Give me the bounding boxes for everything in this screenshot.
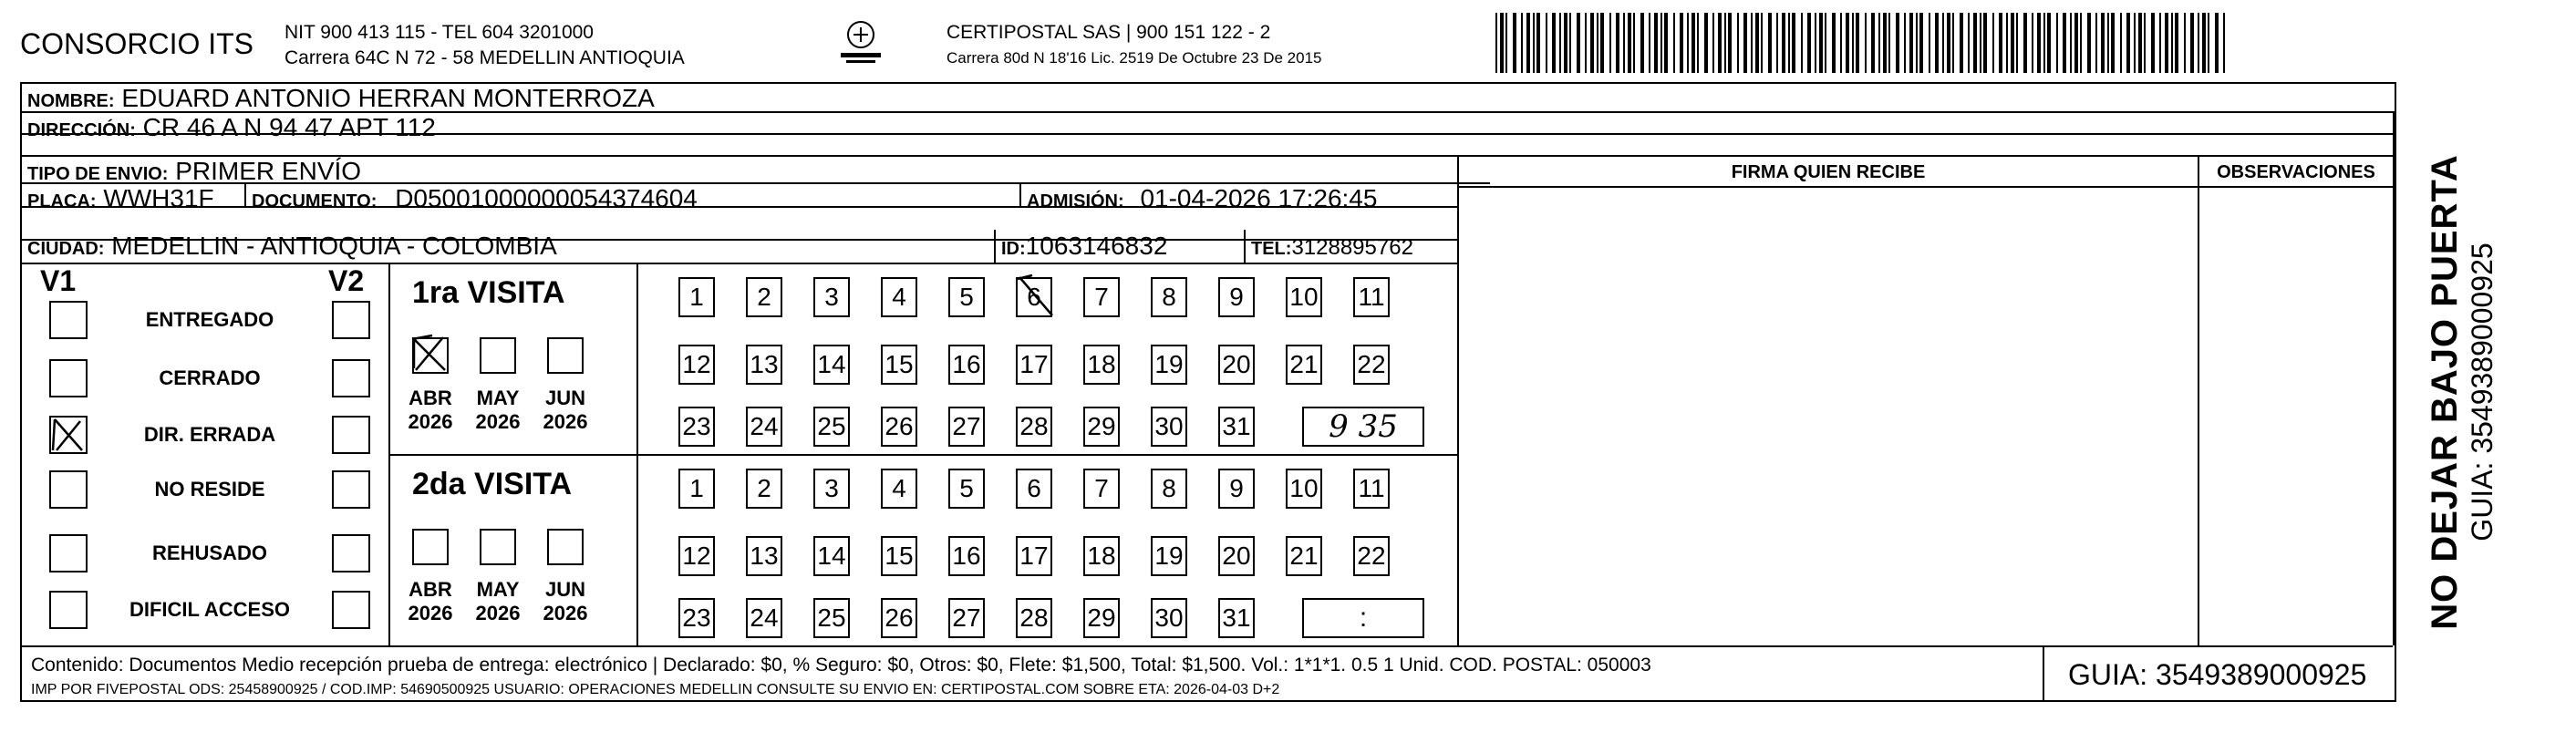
side-notice — [2425, 154, 2499, 630]
observations-header: OBSERVACIONES — [2217, 162, 2375, 182]
day-box-19[interactable]: 19 — [1151, 536, 1187, 576]
divider — [994, 230, 996, 263]
month-year: 2026 — [408, 602, 453, 624]
day-box-10[interactable]: 10 — [1286, 277, 1322, 317]
v2-checkbox-rehusado[interactable] — [332, 534, 370, 572]
contents-line: Contenido: Documentos Medio recepción prueba de entrega: electrónico | Declarado: $0, % Seguro: $0, Otros: $0, Flete: $1,500, Total: $1,500. Vol.: 1*1*1. 0.5 1 Unid. COD. POSTAL: 050003 — [31, 655, 1651, 676]
status-label-cerrado: CERRADO — [159, 366, 261, 389]
signature-area[interactable] — [1461, 188, 2196, 644]
v1-checkbox-dificil-acceso[interactable] — [49, 591, 88, 629]
field-value: MEDELLIN - ANTIOQUIA - COLOMBIA — [111, 232, 557, 260]
day-box-28[interactable]: 28 — [1016, 598, 1052, 638]
day-box-6[interactable]: 6 — [1016, 277, 1052, 317]
day-box-31[interactable]: 31 — [1218, 598, 1255, 638]
month-label — [469, 578, 527, 625]
day-box-1[interactable]: 1 — [678, 277, 715, 317]
day-box-30[interactable]: 30 — [1151, 598, 1187, 638]
divider — [636, 263, 638, 645]
status-label-entregado: ENTREGADO — [145, 308, 274, 331]
day-box-16[interactable]: 16 — [948, 345, 985, 385]
day-box-11[interactable]: 11 — [1353, 469, 1390, 509]
day-box-14[interactable]: 14 — [813, 536, 850, 576]
do-not-leave-notice: NO DEJAR BAJO PUERTA — [2425, 154, 2465, 630]
field-label: TEL: — [1251, 239, 1292, 259]
day-box-23[interactable]: 23 — [678, 407, 715, 447]
document-number — [252, 184, 698, 216]
status-label-dificil-acceso: DIFICIL ACCESO — [129, 598, 290, 621]
day-box-31[interactable]: 31 — [1218, 407, 1255, 447]
day-box-12[interactable]: 12 — [678, 536, 715, 576]
day-box-6[interactable]: 6 — [1016, 469, 1052, 509]
divider — [2198, 155, 2199, 645]
status-label-dir-errada: DIR. ERRADA — [143, 423, 276, 446]
day-box-8[interactable]: 8 — [1151, 469, 1187, 509]
v1-checkbox-entregado[interactable] — [49, 301, 88, 339]
field-value: 1063146832 — [1025, 232, 1168, 260]
day-box-26[interactable]: 26 — [881, 407, 917, 447]
month-label — [469, 387, 527, 434]
day-box-20[interactable]: 20 — [1218, 345, 1255, 385]
day-box-13[interactable]: 13 — [746, 345, 782, 385]
day-box-9[interactable]: 9 — [1218, 277, 1255, 317]
day-box-4[interactable]: 4 — [881, 277, 917, 317]
field-label: NOMBRE: — [27, 91, 115, 111]
month-year: 2026 — [408, 410, 453, 433]
field-label: TIPO DE ENVIO: — [27, 164, 169, 184]
carrier-info — [947, 20, 1322, 71]
plate — [27, 184, 214, 216]
field-label: PLACA: — [27, 191, 97, 211]
day-box-3[interactable]: 3 — [813, 277, 850, 317]
day-box-24[interactable]: 24 — [746, 598, 782, 638]
month-name: MAY — [476, 578, 520, 601]
day-box-29[interactable]: 29 — [1083, 407, 1120, 447]
field-value: D05001000000054374604 — [395, 184, 698, 212]
month-year: 2026 — [543, 602, 588, 624]
day-box-14[interactable]: 14 — [813, 345, 850, 385]
company-name: CONSORCIO ITS — [20, 27, 254, 60]
day-box-1[interactable]: 1 — [678, 469, 715, 509]
day-box-4[interactable]: 4 — [881, 469, 917, 509]
day-box-24[interactable]: 24 — [746, 407, 782, 447]
day-box-20[interactable]: 20 — [1218, 536, 1255, 576]
field-value: EDUARD ANTONIO HERRAN MONTERROZA — [121, 84, 655, 112]
field-label: DOCUMENTO: — [252, 191, 378, 211]
day-box-11[interactable]: 11 — [1353, 277, 1390, 317]
day-box-15[interactable]: 15 — [881, 345, 917, 385]
v1-checkbox-dir-errada[interactable] — [49, 416, 88, 454]
visit-title: 2da VISITA — [412, 467, 573, 501]
divider — [22, 645, 2393, 647]
status-label-no-reside: NO RESIDE — [154, 478, 265, 500]
visit-time-field[interactable]: : — [1302, 598, 1424, 638]
month-checkbox-jun[interactable] — [547, 337, 584, 374]
day-box-5[interactable]: 5 — [948, 277, 985, 317]
day-box-2[interactable]: 2 — [746, 277, 782, 317]
month-name: JUN — [544, 578, 585, 601]
day-box-17[interactable]: 17 — [1016, 536, 1052, 576]
city — [27, 232, 557, 263]
v2-checkbox-no-reside[interactable] — [332, 470, 370, 509]
month-name: JUN — [544, 387, 585, 409]
carrier-line: CERTIPOSTAL SAS | 900 151 122 - 2 — [947, 22, 1271, 43]
month-year: 2026 — [475, 602, 521, 624]
month-label — [401, 387, 460, 434]
status-label-rehusado: REHUSADO — [152, 542, 267, 564]
guide-number: GUIA: 3549389000925 — [2068, 658, 2367, 691]
day-box-7[interactable]: 7 — [1083, 469, 1120, 509]
month-checkbox-jun[interactable] — [547, 529, 584, 565]
visit-time-field[interactable]: 9 35 — [1302, 407, 1424, 447]
field-value: WWH31F — [103, 184, 214, 212]
day-box-27[interactable]: 27 — [948, 598, 985, 638]
carrier-address: Carrera 80d N 18'16 Lic. 2519 De Octubre 23 De 2015 — [947, 49, 1322, 67]
day-box-25[interactable]: 25 — [813, 598, 850, 638]
day-box-3[interactable]: 3 — [813, 469, 850, 509]
day-box-28[interactable]: 28 — [1016, 407, 1052, 447]
admission-date — [1027, 184, 1377, 216]
month-year: 2026 — [543, 410, 588, 433]
v2-checkbox-dir-errada[interactable] — [332, 416, 370, 454]
v2-checkbox-entregado[interactable] — [332, 301, 370, 339]
divider — [22, 155, 2393, 157]
observations-area[interactable] — [2201, 188, 2391, 644]
field-value: PRIMER ENVÍO — [175, 157, 362, 185]
day-box-29[interactable]: 29 — [1083, 598, 1120, 638]
print-info-line: IMP POR FIVEPOSTAL ODS: 25458900925 / COD.IMP: 54690500925 USUARIO: OPERACIONES MEDELLIN CONSULTE SU ENVIO EN: CERTIPOSTAL.COM SOBRE ETA: 2026-04-03 D+2 — [31, 682, 1280, 697]
recipient-phone — [1251, 233, 1413, 263]
day-box-26[interactable]: 26 — [881, 598, 917, 638]
recipient-id — [1001, 232, 1167, 263]
certipostal-logo — [839, 18, 883, 66]
divider — [1019, 182, 1021, 206]
field-value: CR 46 A N 94 47 APT 112 — [142, 113, 436, 141]
day-box-30[interactable]: 30 — [1151, 407, 1187, 447]
day-box-18[interactable]: 18 — [1083, 345, 1120, 385]
month-checkbox-may[interactable] — [480, 529, 516, 565]
divider — [388, 263, 390, 645]
field-label: ADMISIÓN: — [1027, 191, 1124, 211]
v1-checkbox-rehusado[interactable] — [49, 534, 88, 572]
recipient-address — [27, 113, 436, 145]
divider — [2393, 111, 2395, 645]
divider — [388, 454, 1459, 456]
day-box-22[interactable]: 22 — [1353, 345, 1390, 385]
month-label — [536, 387, 595, 434]
day-box-22[interactable]: 22 — [1353, 536, 1390, 576]
visit-title: 1ra VISITA — [412, 275, 565, 310]
v2-header: V2 — [328, 264, 365, 297]
day-box-12[interactable]: 12 — [678, 345, 715, 385]
month-year: 2026 — [475, 410, 521, 433]
day-box-21[interactable]: 21 — [1286, 345, 1322, 385]
field-label: CIUDAD: — [27, 239, 105, 259]
company-contact — [284, 20, 685, 71]
divider — [1244, 230, 1246, 263]
month-checkbox-abr[interactable] — [412, 529, 449, 565]
day-box-19[interactable]: 19 — [1151, 345, 1187, 385]
month-label — [536, 578, 595, 625]
field-label: ID: — [1001, 239, 1026, 259]
v2-checkbox-cerrado[interactable] — [332, 359, 370, 397]
v1-header: V1 — [40, 264, 77, 297]
month-checkbox-may[interactable] — [480, 337, 516, 374]
barcode — [1495, 13, 2225, 73]
field-label: DIRECCIÓN: — [27, 120, 136, 140]
field-value: 3128895762 — [1291, 235, 1413, 260]
day-box-9[interactable]: 9 — [1218, 469, 1255, 509]
month-name: ABR — [409, 387, 452, 409]
signature-header: FIRMA QUIEN RECIBE — [1731, 162, 1926, 182]
day-box-17[interactable]: 17 — [1016, 345, 1052, 385]
day-box-16[interactable]: 16 — [948, 536, 985, 576]
day-box-10[interactable]: 10 — [1286, 469, 1322, 509]
side-guide-number: GUIA: 3549389000925 — [2466, 242, 2498, 542]
day-box-5[interactable]: 5 — [948, 469, 985, 509]
day-box-15[interactable]: 15 — [881, 536, 917, 576]
recipient-name — [27, 84, 655, 116]
day-box-7[interactable]: 7 — [1083, 277, 1120, 317]
address-line: Carrera 64C N 72 - 58 MEDELLIN ANTIOQUIA — [284, 47, 685, 68]
day-box-8[interactable]: 8 — [1151, 277, 1187, 317]
v1-checkbox-no-reside[interactable] — [49, 470, 88, 509]
day-box-21[interactable]: 21 — [1286, 536, 1322, 576]
field-value: 01-04-2026 17:26:45 — [1140, 184, 1378, 212]
nit-line: NIT 900 413 115 - TEL 604 3201000 — [284, 22, 594, 43]
day-box-13[interactable]: 13 — [746, 536, 782, 576]
day-box-25[interactable]: 25 — [813, 407, 850, 447]
month-label — [401, 578, 460, 625]
v2-checkbox-dificil-acceso[interactable] — [332, 591, 370, 629]
month-name: MAY — [476, 387, 520, 409]
day-box-27[interactable]: 27 — [948, 407, 985, 447]
day-box-18[interactable]: 18 — [1083, 536, 1120, 576]
day-box-2[interactable]: 2 — [746, 469, 782, 509]
day-box-23[interactable]: 23 — [678, 598, 715, 638]
v1-checkbox-cerrado[interactable] — [49, 359, 88, 397]
month-checkbox-abr[interactable] — [412, 337, 449, 374]
divider — [1457, 155, 1459, 645]
divider — [2043, 645, 2044, 702]
month-name: ABR — [409, 578, 452, 601]
